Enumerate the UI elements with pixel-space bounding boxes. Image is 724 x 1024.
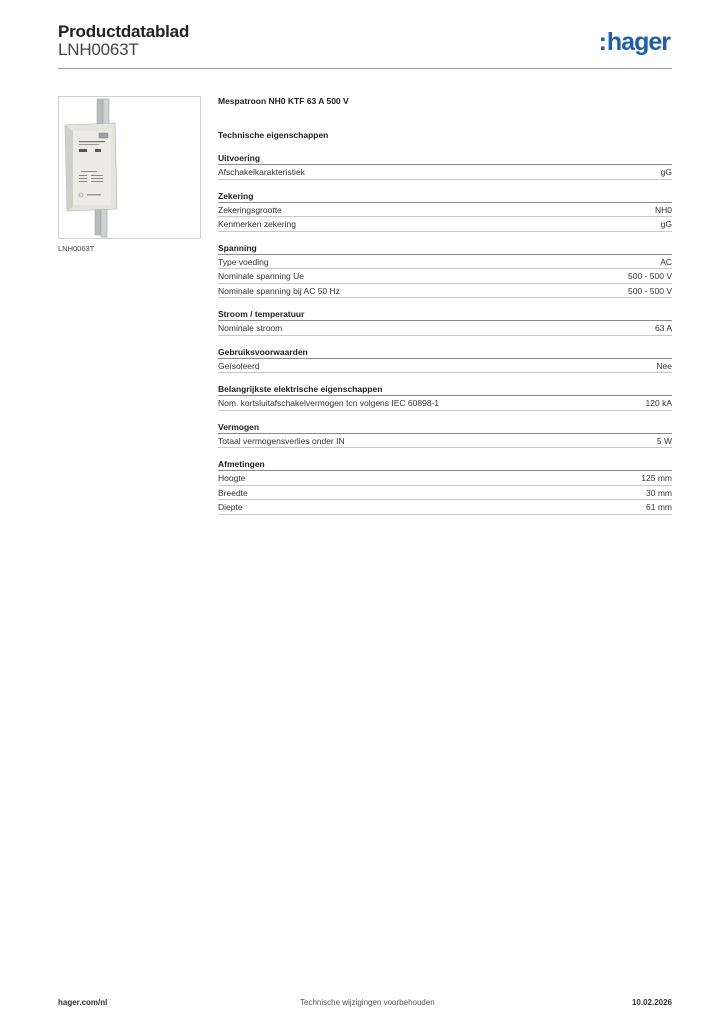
spec-group	[218, 152, 672, 180]
group-title: Afmetingen	[218, 458, 672, 471]
group-title: Belangrijkste elektrische eigenschappen	[218, 383, 672, 396]
spec-value: 30 mm	[646, 487, 672, 498]
spec-group	[218, 383, 672, 411]
group-title: Zekering	[218, 190, 672, 203]
image-caption: LNH0063T	[58, 244, 95, 253]
spec-row	[218, 500, 672, 515]
spec-value: AC	[660, 256, 672, 267]
spec-label: Nominale spanning bij AC 50 Hz	[218, 285, 340, 296]
spec-value: 500 - 500 V	[628, 271, 672, 281]
product-title: Mespatroon NH0 KTF 63 A 500 V	[218, 96, 349, 106]
section-title: Technische eigenschappen	[218, 130, 329, 140]
spec-group	[218, 308, 672, 336]
product-code: LNH0063T	[58, 40, 139, 59]
spec-row	[218, 255, 672, 270]
spec-row	[218, 203, 672, 218]
spec-label: Type voeding	[218, 256, 269, 267]
spec-value: gG	[660, 219, 672, 229]
spec-label: Diepte	[218, 502, 243, 512]
spec-group	[218, 421, 672, 449]
group-title: Stroom / temperatuur	[218, 308, 672, 321]
spec-row	[218, 165, 672, 180]
spec-value: 63 A	[654, 323, 672, 333]
spec-value: 61 mm	[646, 502, 672, 512]
spec-label: Totaal vermogensverlies onder IN	[218, 435, 345, 446]
spec-row	[218, 471, 672, 486]
spec-row	[218, 359, 672, 374]
logo-text: hager	[606, 28, 670, 56]
spec-value: 125 mm	[641, 473, 672, 483]
group-title: Vermogen	[218, 421, 672, 434]
spec-row	[218, 217, 672, 232]
spec-group	[218, 190, 672, 232]
group-title: Spanning	[218, 242, 672, 255]
footer-date: 10.02.2026	[631, 998, 672, 1007]
spec-value: 120 kA	[645, 398, 672, 408]
spec-row	[218, 434, 672, 449]
spec-label: Afschakelkarakteristiek	[218, 167, 305, 177]
header-divider	[58, 68, 672, 69]
spec-label: Hoogte	[218, 473, 246, 483]
spec-label: Nominale stroom	[218, 323, 283, 333]
group-title: Gebruiksvoorwaarden	[218, 346, 672, 359]
spec-row	[218, 321, 672, 336]
page-title: Productdatablad	[58, 22, 190, 41]
hager-logo: :hager	[598, 28, 670, 56]
fuse-image	[59, 97, 200, 238]
spec-row	[218, 396, 672, 411]
spec-groups	[218, 152, 672, 515]
spec-row	[218, 486, 672, 501]
spec-value: gG	[660, 167, 672, 177]
spec-group	[218, 346, 672, 374]
footer-website[interactable]: hager.com/nl	[58, 998, 108, 1007]
spec-row	[218, 269, 672, 284]
spec-row	[218, 284, 672, 299]
spec-value: 500 - 500 V	[628, 285, 672, 296]
spec-label: Nominale spanning Ue	[218, 271, 304, 281]
group-title: Uitvoering	[218, 152, 672, 165]
spec-label: Kenmerken zekering	[218, 219, 296, 229]
spec-label: Breedte	[218, 487, 248, 498]
spec-value: 5 W	[656, 435, 672, 446]
spec-group	[218, 242, 672, 299]
spec-value: NH0	[654, 204, 672, 215]
spec-label: Zekeringsgrootte	[218, 204, 282, 215]
spec-content	[218, 96, 672, 515]
footer-disclaimer: Technische wijzigingen voorbehouden	[300, 998, 435, 1007]
spec-label: Nom. kortsluitafschakelvermogen Icn volgens IEC 60898-1	[218, 398, 440, 408]
spec-label: Geïsoleerd	[218, 360, 260, 371]
product-image-frame	[58, 96, 201, 239]
spec-group	[218, 458, 672, 515]
spec-value: Nee	[656, 360, 672, 371]
